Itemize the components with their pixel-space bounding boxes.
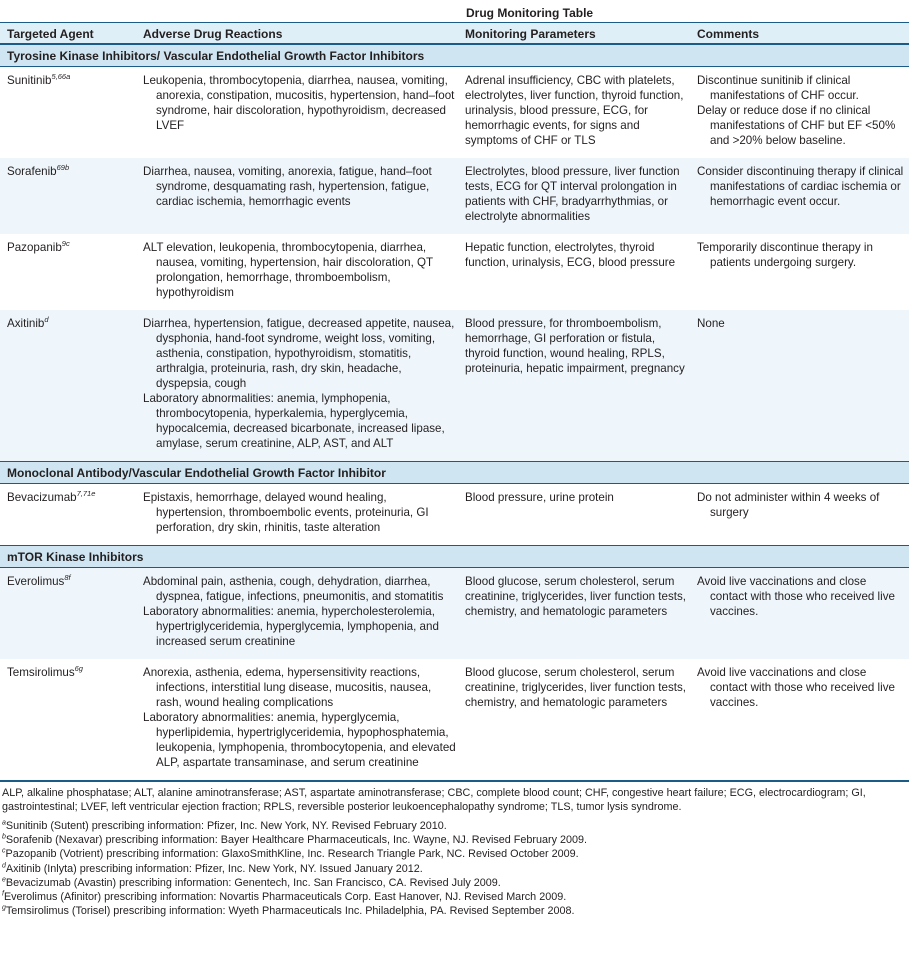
comments-cell [690,158,909,234]
note-text: Axitinib (Inlyta) prescribing information: Pfizer, Inc. New York, NY. Issued January 2012. [5,862,423,875]
section-header-row [0,545,909,567]
table-row [0,483,909,545]
header-agent: Targeted Agent [0,22,136,44]
monitoring-cell: Blood pressure, for thromboembolism, hemorrhage, GI perforation or fistula, thyroid function, wound healing, RPLS, proteinuria, hepatic impairment, pregnancy [458,310,690,462]
note-text: Everolimus (Afinitor) prescribing information: Novartis Pharmaceuticals Corp. East Hanover, NJ. Revised March 2009. [3,890,567,903]
adr-paragraph: Diarrhea, hypertension, fatigue, decreased appetite, nausea, dysphonia, hand-foot syndrome, weight loss, vomiting, asthenia, constipation, hypothyroidism, stomatitis, arthralgia, proteinuria, rash, dry skin, headache, dyspepsia, cough [143,316,455,390]
agent-cell [0,158,136,234]
adr-cell [136,659,458,780]
section-header-row [0,44,909,66]
adr-cell [136,158,458,234]
agent-cell [0,483,136,545]
reference-notes [2,819,907,918]
agent-reference: 69b [56,162,70,172]
adr-cell [136,310,458,462]
monitoring-cell: Electrolytes, blood pressure, liver function tests, ECG for QT interval prolongation in patients with CHF, bradyarrhythmias, or electrolyte abnormalities [458,158,690,234]
note-text: Bevacizumab (Avastin) prescribing information: Genentech, Inc. San Francisco, CA. Revised July 2009. [5,876,501,889]
table-row [0,158,909,234]
agent-name: Sunitinib [7,73,52,87]
table-row [0,659,909,780]
agent-name: Temsirolimus [7,665,75,679]
comment-paragraph: Avoid live vaccinations and close contact with those who received live vaccines. [697,665,895,709]
comment-paragraph: Do not administer within 4 weeks of surgery [697,490,880,519]
adr-cell [136,483,458,545]
comment-paragraph: Temporarily discontinue therapy in patients undergoing surgery. [697,240,873,269]
agent-name: Axitinib [7,316,45,330]
adr-paragraph: Leukopenia, thrombocytopenia, diarrhea, nausea, vomiting, anorexia, constipation, mucositis, hypertension, hand–foot syndrome, hair discoloration, hypothyroidism, decreased LVEF [143,73,455,132]
section-title: Tyrosine Kinase Inhibitors/ Vascular Endothelial Growth Factor Inhibitors [0,44,909,66]
note-mark: f [2,890,4,898]
note-mark: a [2,819,6,827]
header-monitoring: Monitoring Parameters [458,22,690,44]
reference-note [2,847,907,861]
table-row [0,310,909,462]
comments-cell [690,66,909,158]
note-text: Temsirolimus (Torisel) prescribing information: Wyeth Pharmaceuticals Inc. Philadelphia, PA. Revised September 2008. [5,905,575,918]
table-header-row [0,22,909,44]
note-text: Sorafenib (Nexavar) prescribing information: Bayer Healthcare Pharmaceuticals, Inc. Wayne, NJ. Revised February 2009. [5,834,587,847]
reference-note [2,890,907,904]
comments-cell [690,659,909,780]
note-text: Pazopanib (Votrient) prescribing information: GlaxoSmithKline, Inc. Research Triangle Park, NC. Revised October 2009. [5,848,579,861]
section-title: Monoclonal Antibody/Vascular Endothelial Growth Factor Inhibitor [0,461,909,483]
comment-paragraph: Avoid live vaccinations and close contact with those who received live vaccines. [697,574,895,618]
adr-paragraph: Laboratory abnormalities: anemia, hypercholesterolemia, hypertriglyceridemia, hyperglycemia, lymphopenia, and increased serum creatinine [143,604,439,648]
table-row [0,567,909,659]
monitoring-cell: Blood glucose, serum cholesterol, serum creatinine, triglycerides, liver function tests, chemistry, and hematologic parameters [458,659,690,780]
monitoring-cell: Blood pressure, urine protein [458,483,690,545]
agent-reference: 7,71e [76,488,96,498]
table-title-row [0,0,909,22]
agent-cell [0,66,136,158]
comments-cell [690,310,909,462]
section-header-row [0,461,909,483]
table-title: Drug Monitoring Table [458,0,909,22]
reference-note [2,862,907,876]
monitoring-cell: Blood glucose, serum cholesterol, serum creatinine, triglycerides, liver function tests, chemistry, and hematologic parameters [458,567,690,659]
agent-reference: 5,66a [51,71,71,81]
adr-cell [136,66,458,158]
adr-paragraph: Laboratory abnormalities: anemia, hyperglycemia, hyperlipidemia, hypertriglyceridemia, hypophosphatemia, leukopenia, lymphopenia, thrombocytopenia, and elevated ALP, aspartate transaminase, and serum creatinine [143,710,456,769]
note-mark: c [2,847,6,855]
agent-name: Pazopanib [7,240,62,254]
note-text: Sunitinib (Sutent) prescribing information: Pfizer, Inc. New York, NY. Revised February 2010. [5,819,447,832]
agent-reference: 8f [64,572,71,582]
comment-paragraph: Consider discontinuing therapy if clinical manifestations of cardiac ischemia or hemorrhagic event occur. [697,164,904,208]
adr-paragraph: ALT elevation, leukopenia, thrombocytopenia, diarrhea, nausea, vomiting, hypertension, hair discoloration, QT prolongation, hemorrhage, thromboembolism, hypothyroidism [143,240,433,299]
agent-name: Sorafenib [7,164,57,178]
adr-cell [136,567,458,659]
agent-cell [0,567,136,659]
reference-note [2,819,907,833]
monitoring-cell: Hepatic function, electrolytes, thyroid function, urinalysis, ECG, blood pressure [458,234,690,310]
agent-name: Everolimus [7,574,65,588]
abbreviations-note: ALP, alkaline phosphatase; ALT, alanine aminotransferase; AST, aspartate aminotransferase; CBC, complete blood count; CHF, congestive heart failure; ECG, electrocardiogram; GI, gastrointestinal; LVEF, left ventricular ejection fraction; RPLS, reversible posterior leukoencephalopathy syndrome; TLS, tumor lysis syndrome. [2,786,866,813]
header-comments: Comments [690,22,909,44]
note-mark: d [2,861,6,869]
comments-cell [690,567,909,659]
reference-note [2,876,907,890]
note-mark: g [2,904,6,912]
adr-paragraph: Anorexia, asthenia, edema, hypersensitivity reactions, infections, interstitial lung disease, mucositis, nausea, rash, wound healing complications [143,665,432,709]
note-mark: b [2,833,6,841]
agent-reference: 9c [61,238,70,248]
agent-cell [0,659,136,780]
footnotes [0,782,909,919]
adr-paragraph: Abdominal pain, asthenia, cough, dehydration, diarrhea, dyspnea, fatigue, infections, pneumonitis, and stomatitis [143,574,444,603]
agent-reference: d [44,314,49,324]
table-row [0,66,909,158]
comment-paragraph: Discontinue sunitinib if clinical manifestations of CHF occur. [697,73,859,102]
comment-paragraph: None [697,316,725,330]
adr-cell [136,234,458,310]
comments-cell [690,483,909,545]
adr-paragraph: Diarrhea, nausea, vomiting, anorexia, fatigue, hand–foot syndrome, desquamating rash, hypertension, fatigue, cardiac ischemia, hemorrhagic events [143,164,432,208]
agent-reference: 6g [74,663,83,673]
header-adr: Adverse Drug Reactions [136,22,458,44]
adr-paragraph: Epistaxis, hemorrhage, delayed wound healing, hypertension, thromboembolic events, proteinuria, GI perforation, dry skin, rhinitis, taste alteration [143,490,429,534]
comment-paragraph: Delay or reduce dose if no clinical manifestations of CHF but EF <50% and >20% below baseline. [697,103,896,147]
reference-note [2,904,907,918]
table-body [0,44,909,780]
agent-cell [0,310,136,462]
comments-cell [690,234,909,310]
monitoring-cell: Adrenal insufficiency, CBC with platelets, electrolytes, liver function, thyroid function, urinalysis, blood pressure, ECG, for hemorrhagic events, for signs and symptoms of CHF or TLS [458,66,690,158]
table-row [0,234,909,310]
adr-paragraph: Laboratory abnormalities: anemia, lymphopenia, thrombocytopenia, hyperkalemia, hyperglycemia, hypocalcemia, decreased bicarbonate, increased lipase, amylase, serum creatinine, ALP, AST, and ALT [143,391,445,450]
reference-note [2,833,907,847]
agent-cell [0,234,136,310]
note-mark: e [2,876,6,884]
agent-name: Bevacizumab [7,490,77,504]
section-title: mTOR Kinase Inhibitors [0,545,909,567]
